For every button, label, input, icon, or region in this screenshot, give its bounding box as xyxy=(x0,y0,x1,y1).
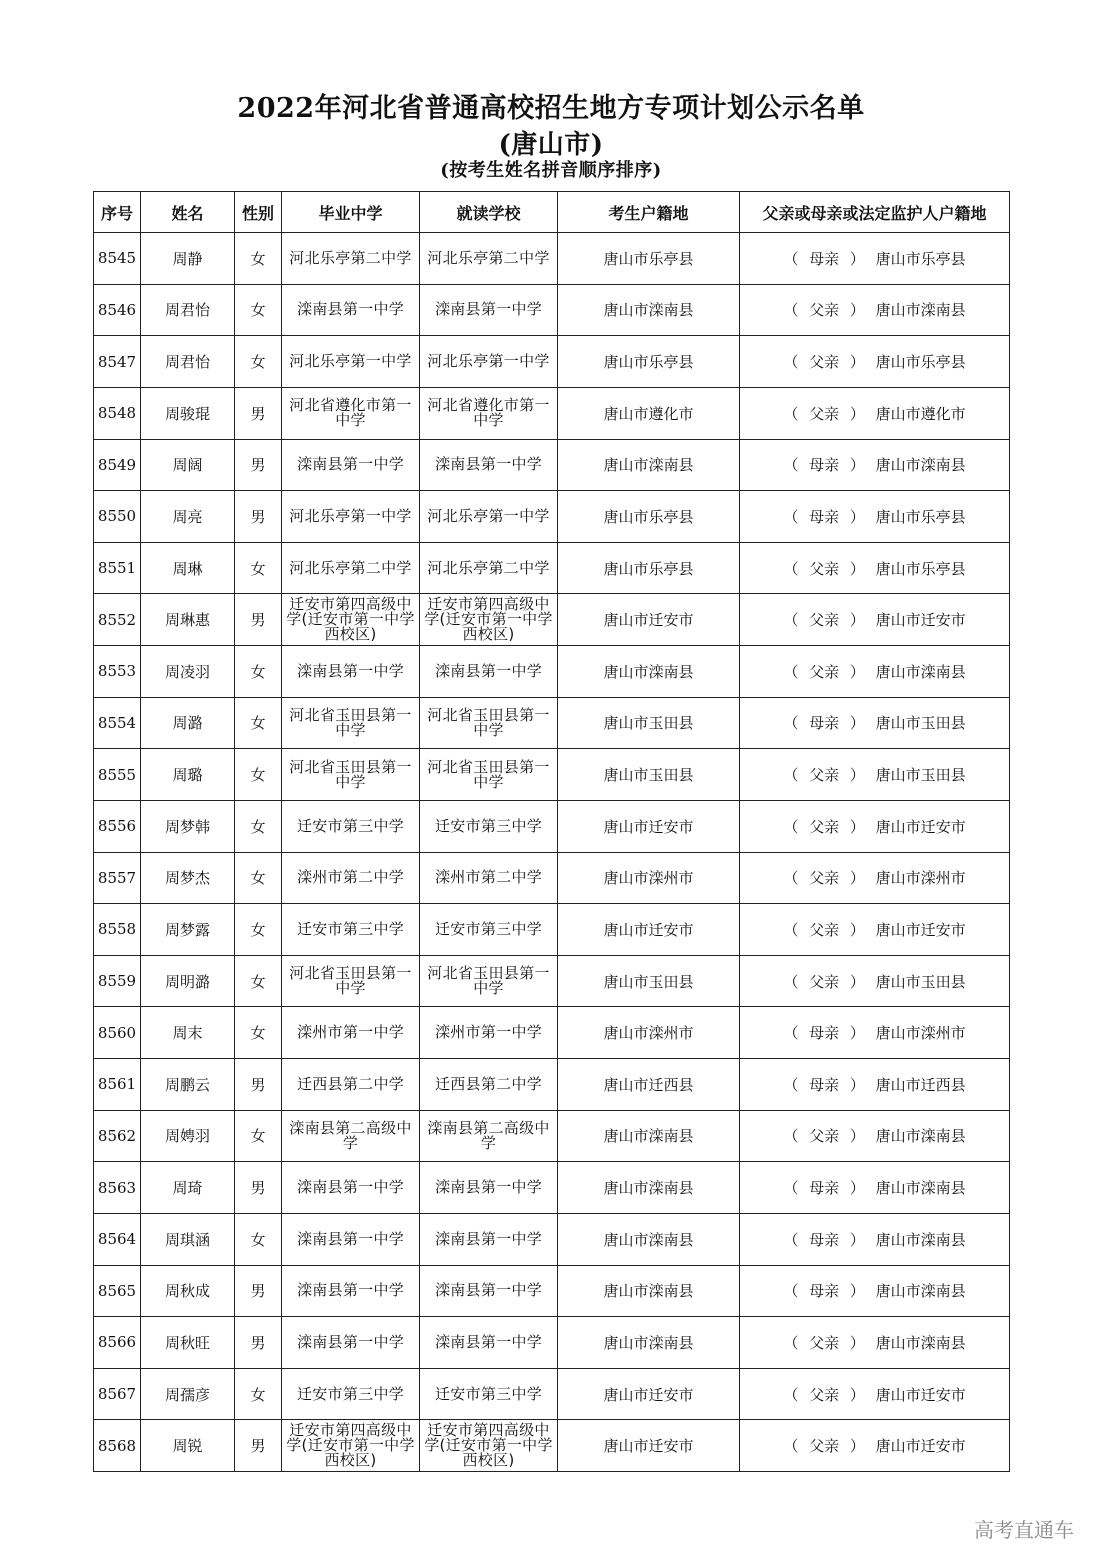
cell-grad-school: 迁安市第三中学 xyxy=(282,904,420,956)
cell-study-school: 滦州市第一中学 xyxy=(420,1007,558,1059)
table-row xyxy=(94,697,1010,749)
cell-parent-home: （ 父亲 ） 唐山市滦南县 xyxy=(740,1110,1010,1162)
cell-study-school: 迁安市第三中学 xyxy=(420,800,558,852)
cell-home: 唐山市玉田县 xyxy=(558,749,740,801)
cell-gender: 女 xyxy=(235,233,282,285)
cell-home: 唐山市滦南县 xyxy=(558,646,740,698)
cell-home: 唐山市遵化市 xyxy=(558,387,740,439)
table-row xyxy=(94,1007,1010,1059)
cell-gender: 女 xyxy=(235,1007,282,1059)
cell-name: 周秋成 xyxy=(141,1265,235,1317)
cell-grad-school: 河北乐亭第二中学 xyxy=(282,542,420,594)
cell-gender: 女 xyxy=(235,646,282,698)
cell-grad-school: 迁安市第四高级中学(迁安市第一中学西校区) xyxy=(282,594,420,646)
cell-serial: 8553 xyxy=(94,646,141,698)
cell-home: 唐山市滦南县 xyxy=(558,1162,740,1214)
cell-serial: 8548 xyxy=(94,387,141,439)
cell-study-school: 河北省玉田县第一中学 xyxy=(420,749,558,801)
cell-home: 唐山市迁安市 xyxy=(558,594,740,646)
cell-name: 周梦韩 xyxy=(141,800,235,852)
candidate-table xyxy=(93,191,1010,1472)
cell-gender: 女 xyxy=(235,1368,282,1420)
table-row xyxy=(94,1059,1010,1111)
table-row xyxy=(94,439,1010,491)
cell-serial: 8556 xyxy=(94,800,141,852)
cell-study-school: 河北乐亭第一中学 xyxy=(420,491,558,543)
cell-gender: 女 xyxy=(235,697,282,749)
cell-gender: 男 xyxy=(235,594,282,646)
cell-parent-home: （ 父亲 ） 唐山市玉田县 xyxy=(740,955,1010,1007)
cell-grad-school: 迁安市第三中学 xyxy=(282,800,420,852)
cell-name: 周琪涵 xyxy=(141,1213,235,1265)
cell-serial: 8550 xyxy=(94,491,141,543)
cell-grad-school: 迁西县第二中学 xyxy=(282,1059,420,1111)
cell-parent-home: （ 母亲 ） 唐山市迁西县 xyxy=(740,1059,1010,1111)
cell-home: 唐山市迁安市 xyxy=(558,800,740,852)
cell-gender: 女 xyxy=(235,336,282,388)
cell-home: 唐山市滦南县 xyxy=(558,1110,740,1162)
table-row xyxy=(94,1162,1010,1214)
cell-serial: 8554 xyxy=(94,697,141,749)
cell-grad-school: 河北省玉田县第一中学 xyxy=(282,955,420,1007)
cell-home: 唐山市滦州市 xyxy=(558,1007,740,1059)
cell-home: 唐山市迁安市 xyxy=(558,1368,740,1420)
cell-gender: 女 xyxy=(235,749,282,801)
cell-serial: 8560 xyxy=(94,1007,141,1059)
table-row xyxy=(94,1368,1010,1420)
cell-serial: 8563 xyxy=(94,1162,141,1214)
cell-study-school: 滦南县第一中学 xyxy=(420,1213,558,1265)
cell-gender: 男 xyxy=(235,1317,282,1369)
col-header-parent-home: 父亲或母亲或法定监护人户籍地 xyxy=(740,192,1010,233)
col-header-grad-school: 毕业中学 xyxy=(282,192,420,233)
cell-study-school: 河北省遵化市第一中学 xyxy=(420,387,558,439)
cell-parent-home: （ 父亲 ） 唐山市滦南县 xyxy=(740,646,1010,698)
cell-parent-home: （ 父亲 ） 唐山市迁安市 xyxy=(740,1368,1010,1420)
cell-home: 唐山市滦南县 xyxy=(558,439,740,491)
cell-grad-school: 迁安市第三中学 xyxy=(282,1368,420,1420)
cell-home: 唐山市乐亭县 xyxy=(558,233,740,285)
cell-study-school: 迁安市第三中学 xyxy=(420,1368,558,1420)
cell-gender: 女 xyxy=(235,800,282,852)
table-row xyxy=(94,594,1010,646)
table-row xyxy=(94,1317,1010,1369)
cell-name: 周君怡 xyxy=(141,284,235,336)
cell-serial: 8559 xyxy=(94,955,141,1007)
cell-grad-school: 滦南县第一中学 xyxy=(282,1317,420,1369)
cell-gender: 男 xyxy=(235,491,282,543)
cell-serial: 8552 xyxy=(94,594,141,646)
cell-study-school: 滦南县第一中学 xyxy=(420,1162,558,1214)
cell-gender: 女 xyxy=(235,852,282,904)
table-row xyxy=(94,336,1010,388)
col-header-study-school: 就读学校 xyxy=(420,192,558,233)
cell-name: 周梦露 xyxy=(141,904,235,956)
cell-gender: 女 xyxy=(235,284,282,336)
cell-home: 唐山市滦南县 xyxy=(558,1213,740,1265)
cell-grad-school: 河北省玉田县第一中学 xyxy=(282,749,420,801)
cell-parent-home: （ 父亲 ） 唐山市迁安市 xyxy=(740,594,1010,646)
document-subtitle-sort-note: (按考生姓名拼音顺序排序) xyxy=(440,160,662,181)
cell-home: 唐山市迁安市 xyxy=(558,904,740,956)
cell-name: 周骏琨 xyxy=(141,387,235,439)
cell-serial: 8551 xyxy=(94,542,141,594)
cell-parent-home: （ 母亲 ） 唐山市乐亭县 xyxy=(740,233,1010,285)
cell-grad-school: 滦南县第一中学 xyxy=(282,284,420,336)
cell-name: 周璐 xyxy=(141,749,235,801)
cell-grad-school: 河北省玉田县第一中学 xyxy=(282,697,420,749)
cell-parent-home: （ 母亲 ） 唐山市滦南县 xyxy=(740,1162,1010,1214)
cell-study-school: 滦州市第二中学 xyxy=(420,852,558,904)
cell-grad-school: 滦南县第一中学 xyxy=(282,1213,420,1265)
cell-grad-school: 滦南县第二高级中学 xyxy=(282,1110,420,1162)
table-row xyxy=(94,387,1010,439)
col-header-no: 序号 xyxy=(94,192,141,233)
cell-grad-school: 河北乐亭第二中学 xyxy=(282,233,420,285)
cell-grad-school: 河北乐亭第一中学 xyxy=(282,491,420,543)
cell-name: 周亮 xyxy=(141,491,235,543)
cell-name: 周秋旺 xyxy=(141,1317,235,1369)
cell-serial: 8562 xyxy=(94,1110,141,1162)
cell-parent-home: （ 父亲 ） 唐山市遵化市 xyxy=(740,387,1010,439)
cell-gender: 女 xyxy=(235,904,282,956)
cell-name: 周明潞 xyxy=(141,955,235,1007)
cell-name: 周潞 xyxy=(141,697,235,749)
cell-home: 唐山市滦南县 xyxy=(558,284,740,336)
cell-home: 唐山市玉田县 xyxy=(558,697,740,749)
cell-parent-home: （ 父亲 ） 唐山市滦南县 xyxy=(740,284,1010,336)
cell-grad-school: 滦南县第一中学 xyxy=(282,439,420,491)
cell-study-school: 滦南县第二高级中学 xyxy=(420,1110,558,1162)
cell-serial: 8566 xyxy=(94,1317,141,1369)
cell-gender: 男 xyxy=(235,1265,282,1317)
table-row xyxy=(94,800,1010,852)
cell-study-school: 迁安市第四高级中学(迁安市第一中学西校区) xyxy=(420,1420,558,1472)
cell-name: 周琦 xyxy=(141,1162,235,1214)
table-row xyxy=(94,1265,1010,1317)
cell-parent-home: （ 父亲 ） 唐山市迁安市 xyxy=(740,904,1010,956)
document-title: 2022年河北省普通高校招生地方专项计划公示名单 xyxy=(237,93,865,124)
cell-name: 周阔 xyxy=(141,439,235,491)
cell-parent-home: （ 母亲 ） 唐山市滦州市 xyxy=(740,1007,1010,1059)
cell-study-school: 迁安市第四高级中学(迁安市第一中学西校区) xyxy=(420,594,558,646)
cell-home: 唐山市玉田县 xyxy=(558,955,740,1007)
cell-parent-home: （ 父亲 ） 唐山市迁安市 xyxy=(740,800,1010,852)
cell-parent-home: （ 父亲 ） 唐山市乐亭县 xyxy=(740,336,1010,388)
cell-study-school: 河北乐亭第二中学 xyxy=(420,233,558,285)
table-row xyxy=(94,749,1010,801)
col-header-name: 姓名 xyxy=(141,192,235,233)
cell-parent-home: （ 父亲 ） 唐山市滦州市 xyxy=(740,852,1010,904)
cell-serial: 8545 xyxy=(94,233,141,285)
cell-home: 唐山市乐亭县 xyxy=(558,336,740,388)
cell-parent-home: （ 父亲 ） 唐山市滦南县 xyxy=(740,1317,1010,1369)
table-row xyxy=(94,233,1010,285)
cell-gender: 男 xyxy=(235,1420,282,1472)
cell-name: 周君怡 xyxy=(141,336,235,388)
table-row xyxy=(94,1110,1010,1162)
cell-parent-home: （ 母亲 ） 唐山市滦南县 xyxy=(740,439,1010,491)
table-row xyxy=(94,904,1010,956)
cell-study-school: 河北省玉田县第一中学 xyxy=(420,955,558,1007)
cell-home: 唐山市滦南县 xyxy=(558,1265,740,1317)
cell-serial: 8557 xyxy=(94,852,141,904)
cell-parent-home: （ 父亲 ） 唐山市迁安市 xyxy=(740,1420,1010,1472)
cell-study-school: 迁西县第二中学 xyxy=(420,1059,558,1111)
cell-study-school: 滦南县第一中学 xyxy=(420,1317,558,1369)
cell-name: 周静 xyxy=(141,233,235,285)
cell-gender: 男 xyxy=(235,387,282,439)
cell-gender: 男 xyxy=(235,1162,282,1214)
cell-name: 周凌羽 xyxy=(141,646,235,698)
cell-parent-home: （ 母亲 ） 唐山市玉田县 xyxy=(740,697,1010,749)
cell-gender: 女 xyxy=(235,1110,282,1162)
cell-gender: 女 xyxy=(235,542,282,594)
document-subtitle-city: (唐山市) xyxy=(498,130,604,160)
table-header-row xyxy=(94,192,1010,233)
cell-parent-home: （ 父亲 ） 唐山市玉田县 xyxy=(740,749,1010,801)
col-header-gender: 性别 xyxy=(235,192,282,233)
cell-grad-school: 滦南县第一中学 xyxy=(282,646,420,698)
cell-serial: 8564 xyxy=(94,1213,141,1265)
cell-parent-home: （ 母亲 ） 唐山市乐亭县 xyxy=(740,491,1010,543)
cell-study-school: 河北乐亭第一中学 xyxy=(420,336,558,388)
cell-serial: 8546 xyxy=(94,284,141,336)
cell-grad-school: 迁安市第四高级中学(迁安市第一中学西校区) xyxy=(282,1420,420,1472)
table-row xyxy=(94,1213,1010,1265)
cell-grad-school: 河北乐亭第一中学 xyxy=(282,336,420,388)
table-row xyxy=(94,542,1010,594)
cell-parent-home: （ 父亲 ） 唐山市乐亭县 xyxy=(740,542,1010,594)
cell-study-school: 河北乐亭第二中学 xyxy=(420,542,558,594)
table-row xyxy=(94,852,1010,904)
table-row xyxy=(94,955,1010,1007)
cell-gender: 女 xyxy=(235,955,282,1007)
cell-grad-school: 滦南县第一中学 xyxy=(282,1162,420,1214)
cell-home: 唐山市迁西县 xyxy=(558,1059,740,1111)
col-header-home: 考生户籍地 xyxy=(558,192,740,233)
cell-name: 周锐 xyxy=(141,1420,235,1472)
cell-study-school: 迁安市第三中学 xyxy=(420,904,558,956)
cell-home: 唐山市乐亭县 xyxy=(558,491,740,543)
cell-home: 唐山市滦州市 xyxy=(558,852,740,904)
cell-name: 周梦杰 xyxy=(141,852,235,904)
table-row xyxy=(94,646,1010,698)
cell-study-school: 滦南县第一中学 xyxy=(420,1265,558,1317)
cell-grad-school: 河北省遵化市第一中学 xyxy=(282,387,420,439)
cell-home: 唐山市滦南县 xyxy=(558,1317,740,1369)
cell-gender: 女 xyxy=(235,1213,282,1265)
cell-name: 周琳 xyxy=(141,542,235,594)
cell-study-school: 滦南县第一中学 xyxy=(420,439,558,491)
cell-serial: 8558 xyxy=(94,904,141,956)
cell-study-school: 滦南县第一中学 xyxy=(420,646,558,698)
table-row xyxy=(94,284,1010,336)
table-row xyxy=(94,491,1010,543)
cell-serial: 8549 xyxy=(94,439,141,491)
cell-home: 唐山市迁安市 xyxy=(558,1420,740,1472)
cell-name: 周末 xyxy=(141,1007,235,1059)
cell-parent-home: （ 母亲 ） 唐山市滦南县 xyxy=(740,1213,1010,1265)
cell-grad-school: 滦州市第二中学 xyxy=(282,852,420,904)
cell-serial: 8568 xyxy=(94,1420,141,1472)
cell-grad-school: 滦州市第一中学 xyxy=(282,1007,420,1059)
table-row xyxy=(94,1420,1010,1472)
cell-grad-school: 滦南县第一中学 xyxy=(282,1265,420,1317)
cell-name: 周孺彦 xyxy=(141,1368,235,1420)
cell-name: 周鹏云 xyxy=(141,1059,235,1111)
cell-serial: 8561 xyxy=(94,1059,141,1111)
cell-study-school: 滦南县第一中学 xyxy=(420,284,558,336)
cell-study-school: 河北省玉田县第一中学 xyxy=(420,697,558,749)
cell-serial: 8555 xyxy=(94,749,141,801)
watermark-text: 高考直通车 xyxy=(974,1518,1074,1542)
cell-gender: 男 xyxy=(235,1059,282,1111)
cell-serial: 8547 xyxy=(94,336,141,388)
cell-name: 周娉羽 xyxy=(141,1110,235,1162)
cell-serial: 8567 xyxy=(94,1368,141,1420)
cell-serial: 8565 xyxy=(94,1265,141,1317)
cell-name: 周琳惠 xyxy=(141,594,235,646)
cell-parent-home: （ 母亲 ） 唐山市滦南县 xyxy=(740,1265,1010,1317)
cell-gender: 男 xyxy=(235,439,282,491)
cell-home: 唐山市乐亭县 xyxy=(558,542,740,594)
